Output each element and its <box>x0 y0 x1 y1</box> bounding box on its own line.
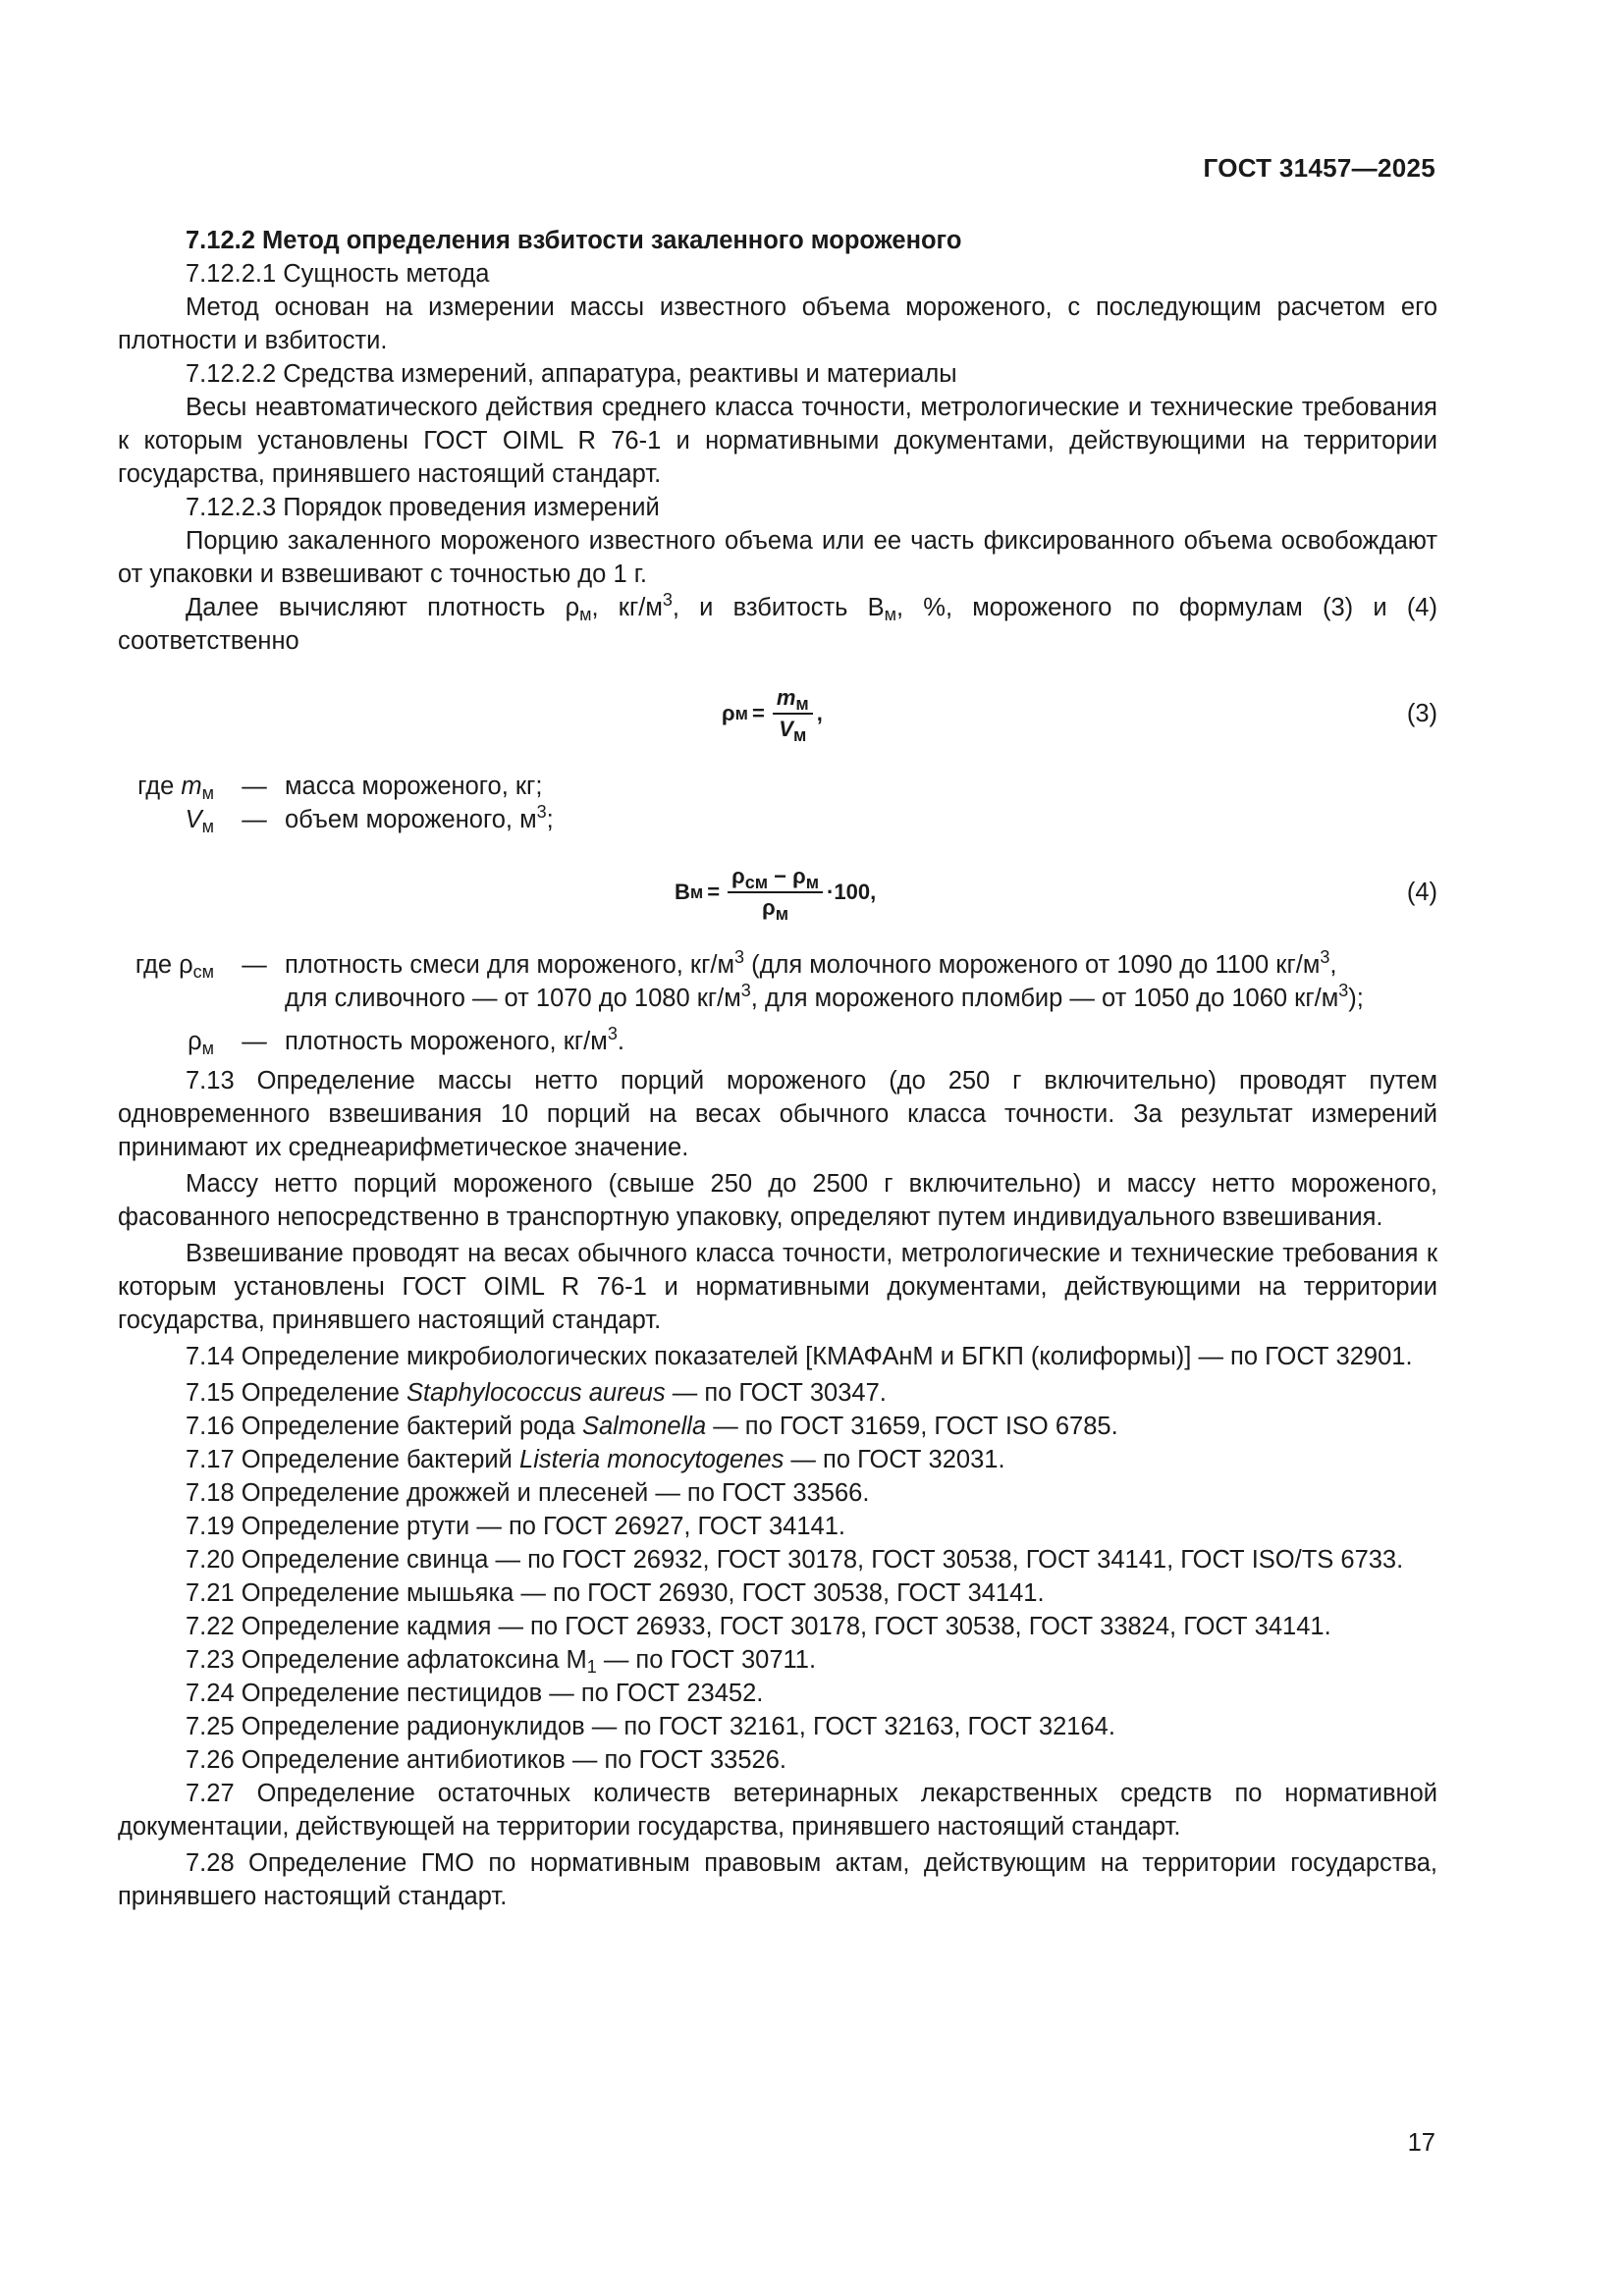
paragraph: 7.20 Определение свинца — по ГОСТ 26932, ГОСТ 30178, ГОСТ 30538, ГОСТ 34141, ГОСТ ISO/TS 6733. <box>186 1546 1404 1574</box>
where-symbol: где $\rho_{см}$ <box>135 951 214 982</box>
where-symbol: $\rho_м$ <box>188 1028 214 1058</box>
paragraph: 7.28 Определение ГМО по нормативным правовым актам, действующим на территории государства, принявшего настоящий стандарт. <box>118 1849 1437 1910</box>
section-title: 7.12.2 Метод определения взбитости закаленного мороженого <box>186 227 962 254</box>
paragraph: 7.16 Определение бактерий рода Salmonella — по ГОСТ 31659, ГОСТ ISO 6785. <box>186 1413 1118 1440</box>
paragraph: Весы неавтоматического действия среднего класса точности, метрологические и технические требования к которым установлены ГОСТ OIML R 76-1 и нормативными документами, действующими на территории государства, принявшего настоящий стандарт. <box>118 394 1437 488</box>
page-number: 17 <box>1407 2129 1435 2157</box>
equation-number: (3) <box>1406 700 1437 727</box>
document-body <box>118 224 1437 1913</box>
paragraph: 7.21 Определение мышьяка — по ГОСТ 26930, ГОСТ 30538, ГОСТ 34141. <box>186 1579 1045 1607</box>
paragraph: 7.22 Определение кадмия — по ГОСТ 26933, ГОСТ 30178, ГОСТ 30538, ГОСТ 33824, ГОСТ 34141. <box>186 1613 1331 1640</box>
subsection-heading: 7.12.2.3 Порядок проведения измерений <box>186 494 660 521</box>
paragraph: 7.24 Определение пестицидов — по ГОСТ 23452. <box>186 1680 764 1707</box>
paragraph: 7.17 Определение бактерий Listeria monocytogenes — по ГОСТ 32031. <box>186 1446 1005 1473</box>
document-id-header: ГОСТ 31457—2025 <box>1203 153 1435 183</box>
paragraph: 7.19 Определение ртути — по ГОСТ 26927, ГОСТ 34141. <box>186 1513 845 1540</box>
formula-4 <box>118 850 1437 934</box>
formula-3-fraction: $\frac{m_м}{V_м}$ <box>773 684 813 743</box>
where-dash: — <box>242 806 267 833</box>
where-symbol: где $m_м$ <box>137 773 214 803</box>
subsection-heading: 7.12.2.2 Средства измерений, аппаратура, реактивы и материалы <box>186 360 957 388</box>
where-symbol: $V_м$ <box>185 806 214 836</box>
paragraph: 7.13 Определение массы нетто порций мороженого (до 250 г включительно) проводят путем одновременного взвешивания 10 порций на весах обычного класса точности. За результат измерений принимают их среднеарифметическое значение. <box>118 1067 1437 1161</box>
paragraph: Массу нетто порций мороженого (свыше 250 до 2500 г включительно) и массу нетто мороженого, фасованного непосредственно в транспортную упаковку, определяют путем индивидуального взвешивания. <box>118 1170 1437 1231</box>
where-list-3 <box>118 770 1437 836</box>
where-definition: объем мороженого, $м^3$; <box>285 802 554 833</box>
paragraph: Взвешивание проводят на весах обычного класса точности, метрологические и технические требования к которым установлены ГОСТ OIML R 76-1 и нормативными документами, действующими на территории государства, принявшего настоящий стандарт. <box>118 1240 1437 1334</box>
formula-3 <box>118 671 1437 756</box>
where-dash: — <box>242 1028 267 1055</box>
paragraph: 7.18 Определение дрожжей и плесеней — по ГОСТ 33566. <box>186 1479 870 1507</box>
paragraph: 7.23 Определение афлатоксина $М_1$ — по ГОСТ 30711. <box>186 1646 817 1677</box>
subsection-heading: 7.12.2.1 Сущность метода <box>186 260 490 288</box>
formula-4-fraction: $\frac{\rho_{см} - \rho_м}{\rho_м}$ <box>728 863 823 922</box>
paragraph: 7.15 Определение Staphylococcus aureus — по ГОСТ 30347. <box>186 1379 887 1407</box>
equation-number: (4) <box>1406 879 1437 906</box>
paragraph: Метод основан на измерении массы известного объема мороженого, с последующим расчетом его плотности и взбитости. <box>118 294 1437 354</box>
paragraph: 7.26 Определение антибиотиков — по ГОСТ 33526. <box>186 1746 786 1774</box>
formula-4-expression: В м = $\frac{\rho_{см} - \rho_м}{\rho_м}$ ·100, <box>675 864 877 924</box>
paragraph-calc: Далее вычисляют плотность $\rho_м$, $кг/м^3$, и взбитость $В_м$, %, мороженого по формулам (3) и (4) соответственно <box>118 590 1437 655</box>
paragraph: 7.27 Определение остаточных количеств ветеринарных лекарственных средств по нормативной документации, действующей на территории государства, принявшего настоящий стандарт. <box>118 1780 1437 1841</box>
paragraph: Порцию закаленного мороженого известного объема или ее часть фиксированного объема освобождают от упаковки и взвешивают с точностью до 1 г. <box>118 527 1437 588</box>
where-dash: — <box>242 773 267 800</box>
where-definition: масса мороженого, кг; <box>285 773 543 800</box>
formula-3-expression: ρ м = $\frac{m_м}{V_м}$ , <box>722 685 823 745</box>
where-definition: плотность смеси для мороженого, $кг/м^3$ (для молочного мороженого от 1090 до 1100 $кг/м^3$, для сливочного — от 1070 до 1080 $кг/м^3$, для мороженого пломбир — от 1050 до 1060 $кг/м^3$); <box>285 947 1364 1012</box>
paragraph: 7.14 Определение микробиологических показателей [КМАФАнМ и БГКП (колиформы)] — по ГОСТ 32901. <box>186 1343 1413 1370</box>
where-list-4 <box>118 948 1437 1058</box>
paragraph: 7.25 Определение радионуклидов — по ГОСТ 32161, ГОСТ 32163, ГОСТ 32164. <box>186 1713 1115 1740</box>
where-definition: плотность мороженого, $кг/м^3$. <box>285 1024 624 1055</box>
where-dash: — <box>242 951 267 979</box>
